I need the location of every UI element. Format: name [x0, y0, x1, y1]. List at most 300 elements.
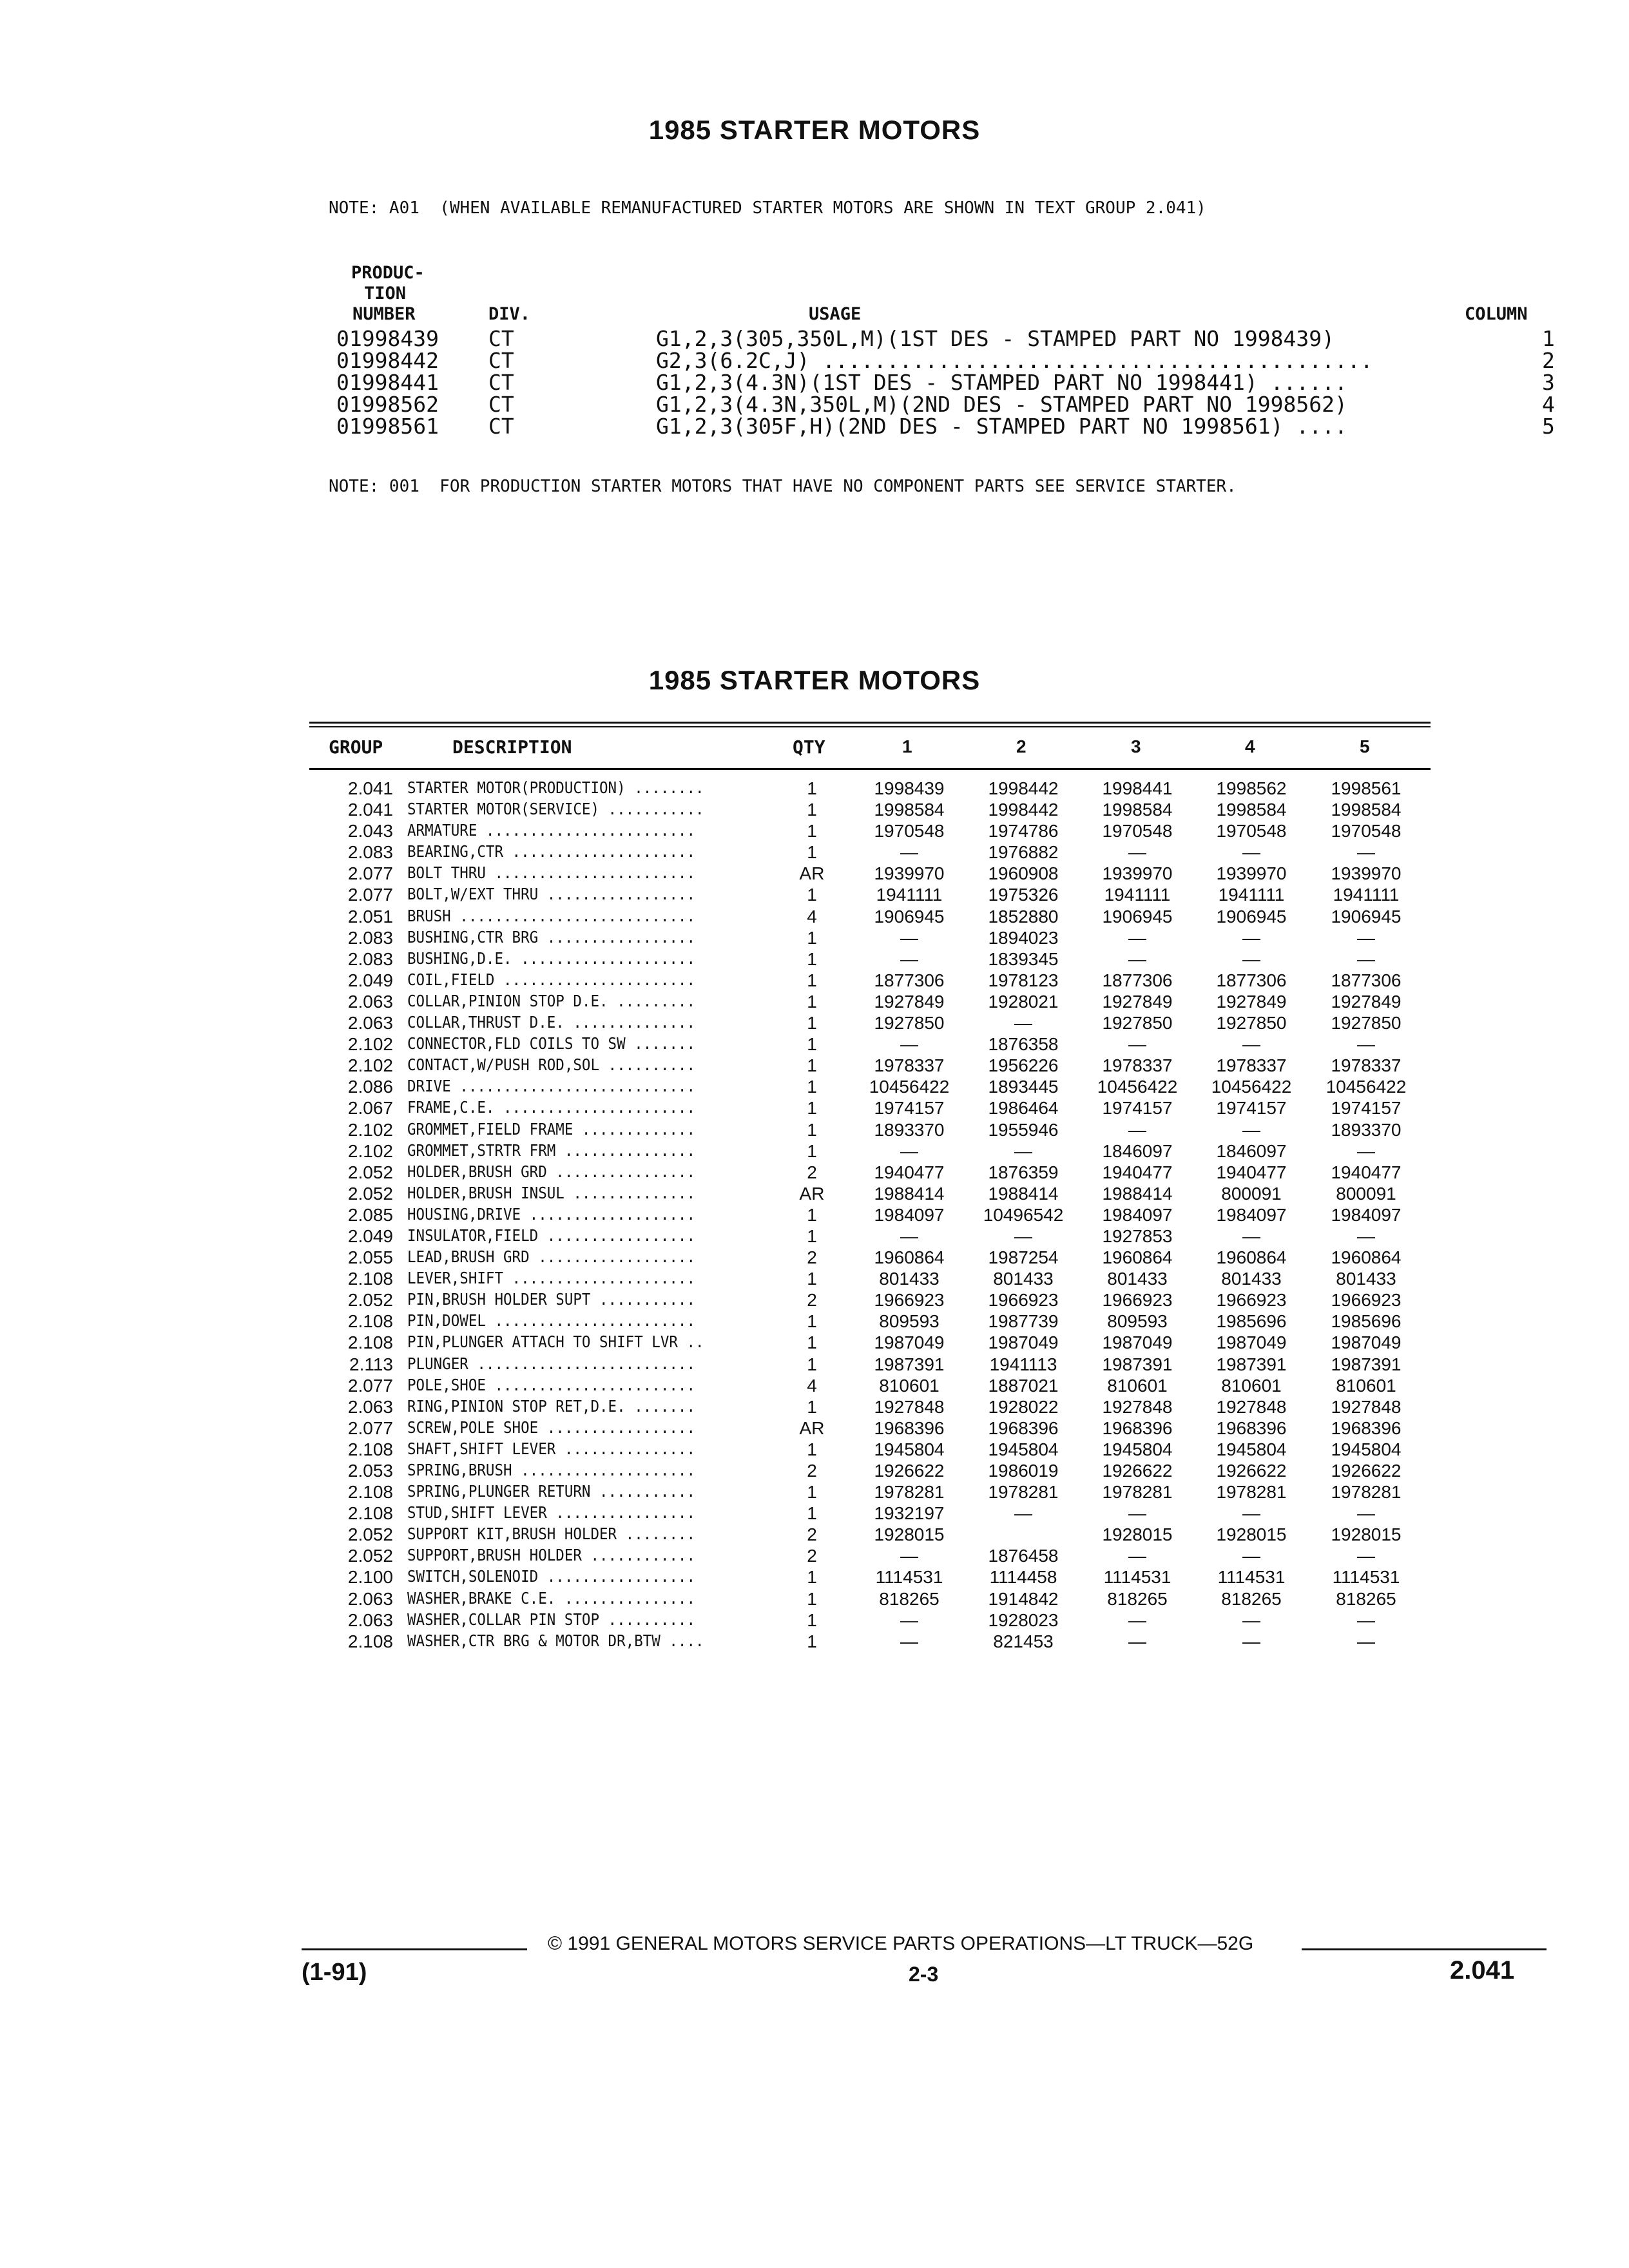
table-row — [0, 1077, 1629, 1098]
table-row — [0, 821, 1629, 842]
cell-col-1: 1927850 — [874, 1013, 945, 1033]
cell-col-1: 1978281 — [874, 1482, 945, 1503]
cell-col-4: 1927849 — [1216, 991, 1287, 1012]
production-number: 01998561 — [336, 414, 439, 439]
cell-col-5: 1945804 — [1331, 1439, 1402, 1459]
cell-col-1: 1968396 — [874, 1418, 945, 1438]
cell-col-2: 1839345 — [988, 948, 1059, 969]
table-row — [0, 1311, 1629, 1332]
cell-description: SWITCH,SOLENOID ................. — [407, 1567, 696, 1586]
cell-col-4: — — [1242, 1610, 1260, 1630]
cell-qty: 1 — [807, 1482, 817, 1503]
cell-col-4: 1928015 — [1216, 1524, 1287, 1545]
cell-qty: 1 — [807, 1077, 817, 1097]
cell-qty: AR — [799, 1418, 825, 1438]
cell-col-5: 1966923 — [1331, 1290, 1402, 1311]
cell-col-5: — — [1357, 927, 1375, 948]
cell-col-2: 1928022 — [988, 1396, 1059, 1417]
cell-col-3: — — [1128, 842, 1146, 863]
table-row — [0, 1610, 1629, 1631]
cell-col-1: 1998439 — [874, 778, 945, 798]
col-1: 1 — [902, 736, 912, 756]
cell-col-2: 1978281 — [988, 1482, 1059, 1503]
table-row — [0, 1120, 1629, 1141]
cell-col-1: — — [900, 1034, 918, 1055]
production-row — [0, 348, 1629, 373]
cell-col-3: 1927848 — [1102, 1396, 1173, 1417]
cell-col-4: 1877306 — [1216, 970, 1287, 990]
cell-col-5: 1940477 — [1331, 1162, 1402, 1182]
cell-col-4: 1927848 — [1216, 1396, 1287, 1417]
cell-col-4: 10456422 — [1211, 1077, 1292, 1097]
cell-col-3: 1940477 — [1102, 1162, 1173, 1182]
cell-col-1: 1114531 — [875, 1567, 943, 1588]
cell-col-4: 1945804 — [1216, 1439, 1287, 1459]
cell-qty: 1 — [807, 1439, 817, 1459]
cell-group: 2.102 — [347, 1140, 393, 1161]
cell-qty: 2 — [807, 1162, 817, 1182]
cell-description: PIN,PLUNGER ATTACH TO SHIFT LVR .. — [407, 1332, 704, 1352]
section-title: 1985 STARTER MOTORS — [648, 665, 981, 695]
cell-description: BEARING,CTR ..................... — [407, 842, 696, 861]
cell-group: 2.049 — [347, 970, 393, 990]
cell-col-5: 1998584 — [1331, 800, 1402, 820]
cell-col-2: 1852880 — [988, 906, 1059, 927]
cell-col-1: 1970548 — [874, 821, 945, 841]
cell-group: 2.077 — [347, 885, 393, 905]
cell-description: GROMMET,FIELD FRAME ............. — [407, 1119, 696, 1139]
cell-col-5: 801433 — [1336, 1269, 1396, 1289]
cell-group: 2.102 — [347, 1055, 393, 1076]
cell-col-3: 1966923 — [1102, 1290, 1173, 1311]
production-usage: G1,2,3(305,350L,M)(1ST DES - STAMPED PART NO 1998439) — [656, 326, 1335, 351]
table-row — [0, 1332, 1629, 1354]
cell-col-1: — — [900, 842, 918, 863]
cell-col-5: 800091 — [1336, 1183, 1396, 1204]
cell-description: LEVER,SHIFT ..................... — [407, 1269, 696, 1288]
cell-col-5: 1974157 — [1331, 1098, 1402, 1119]
cell-col-4: — — [1242, 842, 1260, 863]
cell-col-5: — — [1357, 1140, 1375, 1161]
cell-description: STARTER MOTOR(SERVICE) ........... — [407, 800, 704, 819]
cell-col-1: 1939970 — [874, 863, 945, 884]
cell-col-2: 1876458 — [988, 1546, 1059, 1566]
cell-col-1: 1927849 — [874, 991, 945, 1012]
table-row — [0, 1376, 1629, 1397]
cell-col-3: 1877306 — [1102, 970, 1173, 990]
header-usage: USAGE — [809, 304, 862, 324]
cell-description: STARTER MOTOR(PRODUCTION) ........ — [407, 778, 704, 797]
cell-col-3: — — [1128, 1503, 1146, 1524]
cell-col-1: 1988414 — [874, 1183, 945, 1204]
cell-col-2: 10496542 — [983, 1204, 1064, 1225]
cell-group: 2.063 — [347, 1013, 393, 1033]
cell-group: 2.041 — [347, 800, 393, 820]
cell-col-1: 1941111 — [876, 885, 943, 905]
cell-qty: 1 — [807, 1034, 817, 1055]
cell-col-1: — — [900, 1631, 918, 1651]
cell-col-1: — — [900, 1610, 918, 1630]
cell-qty: 2 — [807, 1290, 817, 1311]
cell-group: 2.077 — [347, 1418, 393, 1438]
cell-col-4: 1985696 — [1216, 1311, 1287, 1332]
cell-qty: 4 — [807, 906, 817, 927]
table-row — [0, 863, 1629, 885]
cell-col-4: 1926622 — [1216, 1461, 1287, 1481]
cell-qty: 1 — [807, 1503, 817, 1524]
table-row — [0, 1269, 1629, 1290]
cell-description: CONNECTOR,FLD COILS TO SW ....... — [407, 1034, 696, 1053]
header-tion: TION — [364, 284, 407, 303]
cell-description: HOLDER,BRUSH INSUL .............. — [407, 1183, 696, 1202]
cell-col-5: 810601 — [1336, 1375, 1396, 1396]
cell-group: 2.108 — [347, 1269, 393, 1289]
production-column: 5 — [1542, 414, 1555, 439]
table-row — [0, 1226, 1629, 1247]
cell-group: 2.055 — [347, 1247, 393, 1268]
cell-col-3: 1906945 — [1102, 906, 1173, 927]
cell-description: GROMMET,STRTR FRM ............... — [407, 1140, 696, 1160]
cell-col-3: — — [1128, 948, 1146, 969]
cell-qty: 1 — [807, 1013, 817, 1033]
cell-col-2: 1986019 — [988, 1461, 1059, 1481]
cell-col-4: 810601 — [1221, 1375, 1282, 1396]
cell-group: 2.083 — [347, 948, 393, 969]
cell-col-5: — — [1357, 1610, 1375, 1630]
cell-col-1: 810601 — [879, 1375, 940, 1396]
cell-qty: 1 — [807, 927, 817, 948]
cell-col-1: — — [900, 927, 918, 948]
cell-col-4: 1968396 — [1216, 1418, 1287, 1438]
cell-col-1: 1960864 — [874, 1247, 945, 1268]
cell-col-2: 1974786 — [988, 821, 1059, 841]
cell-col-1: 1906945 — [874, 906, 945, 927]
cell-col-2: 1988414 — [988, 1183, 1059, 1204]
production-row — [0, 326, 1629, 351]
cell-col-5: 1926622 — [1331, 1461, 1402, 1481]
production-usage: G1,2,3(305F,H)(2ND DES - STAMPED PART NO 1998561) .... — [656, 414, 1347, 439]
cell-col-3: 1968396 — [1102, 1418, 1173, 1438]
cell-col-5: 1893370 — [1331, 1119, 1402, 1140]
page-title: 1985 STARTER MOTORS — [648, 115, 981, 145]
cell-description: SPRING,PLUNGER RETURN ........... — [407, 1482, 696, 1501]
cell-col-5: — — [1357, 948, 1375, 969]
cell-description: BRUSH ........................... — [407, 906, 696, 925]
table-row — [0, 1354, 1629, 1376]
cell-description: RING,PINION STOP RET,D.E. ....... — [407, 1396, 696, 1416]
table-row — [0, 1098, 1629, 1119]
cell-col-2: 1876359 — [988, 1162, 1059, 1182]
cell-col-4: — — [1242, 1034, 1260, 1055]
cell-col-5: 1928015 — [1331, 1524, 1402, 1545]
table-row — [0, 1631, 1629, 1653]
cell-description: WASHER,COLLAR PIN STOP .......... — [407, 1610, 696, 1629]
cell-col-3: 1978337 — [1102, 1055, 1173, 1076]
cell-col-5: — — [1357, 1225, 1375, 1246]
cell-group: 2.052 — [347, 1183, 393, 1204]
cell-group: 2.086 — [347, 1077, 393, 1097]
cell-col-2: 1966923 — [988, 1290, 1059, 1311]
cell-col-1: — — [900, 1546, 918, 1566]
cell-col-1: 1998584 — [874, 800, 945, 820]
table-row — [0, 1162, 1629, 1184]
cell-col-1: 818265 — [879, 1588, 940, 1609]
cell-col-4: — — [1242, 927, 1260, 948]
table-header-rule — [309, 768, 1431, 770]
cell-col-3: 810601 — [1107, 1375, 1168, 1396]
cell-qty: 1 — [807, 800, 817, 820]
header-number: NUMBER — [352, 304, 416, 324]
production-number: 01998441 — [336, 370, 439, 395]
production-column: 3 — [1542, 370, 1555, 395]
cell-qty: 1 — [807, 1567, 817, 1588]
cell-description: LEAD,BRUSH GRD .................. — [407, 1247, 696, 1267]
cell-col-5: 1987391 — [1331, 1354, 1402, 1374]
cell-col-5: 1927849 — [1331, 991, 1402, 1012]
table-row — [0, 778, 1629, 800]
table-top-rule — [309, 722, 1431, 724]
table-row — [0, 885, 1629, 906]
production-number: 01998562 — [336, 392, 439, 417]
cell-description: WASHER,BRAKE C.E. ............... — [407, 1588, 696, 1608]
production-div: CT — [488, 326, 514, 351]
production-div: CT — [488, 370, 514, 395]
parts-table-header — [0, 736, 1629, 762]
cell-col-5: 1998561 — [1331, 778, 1402, 798]
cell-group: 2.108 — [347, 1332, 393, 1353]
cell-col-1: 1928015 — [874, 1524, 945, 1545]
cell-col-3: 1928015 — [1102, 1524, 1173, 1545]
cell-qty: 1 — [807, 1119, 817, 1140]
cell-description: HOLDER,BRUSH GRD ................ — [407, 1162, 696, 1181]
table-row — [0, 907, 1629, 928]
production-usage: G1,2,3(4.3N)(1ST DES - STAMPED PART NO 1998441) ...... — [656, 370, 1347, 395]
cell-qty: 1 — [807, 1269, 817, 1289]
cell-col-3: 1970548 — [1102, 821, 1173, 841]
cell-group: 2.085 — [347, 1204, 393, 1225]
cell-col-2: 1876358 — [988, 1034, 1059, 1055]
cell-description: COLLAR,PINION STOP D.E. ......... — [407, 991, 696, 1010]
cell-description: SUPPORT,BRUSH HOLDER ............ — [407, 1546, 696, 1565]
cell-col-4: 1998584 — [1216, 800, 1287, 820]
cell-col-1: 1927848 — [874, 1396, 945, 1417]
table-row — [0, 1439, 1629, 1461]
cell-col-3: 1998441 — [1102, 778, 1173, 798]
table-top-rule-2 — [309, 726, 1431, 727]
cell-col-4: 1984097 — [1216, 1204, 1287, 1225]
cell-col-4: 1940477 — [1216, 1162, 1287, 1182]
cell-description: CONTACT,W/PUSH ROD,SOL .......... — [407, 1055, 696, 1075]
cell-col-4: 1846097 — [1216, 1140, 1287, 1161]
cell-col-2: 1960908 — [988, 863, 1059, 884]
cell-col-5: 1927850 — [1331, 1013, 1402, 1033]
cell-col-4: 1114531 — [1217, 1567, 1286, 1588]
cell-col-2: — — [1014, 1140, 1032, 1161]
header-div: DIV. — [488, 304, 531, 324]
table-row — [0, 928, 1629, 949]
production-div: CT — [488, 392, 514, 417]
cell-col-1: 1932197 — [874, 1503, 945, 1524]
cell-col-2: 1887021 — [988, 1375, 1059, 1396]
cell-description: WASHER,CTR BRG & MOTOR DR,BTW .... — [407, 1631, 704, 1650]
cell-col-2: 1945804 — [988, 1439, 1059, 1459]
cell-col-3: 1926622 — [1102, 1461, 1173, 1481]
production-table — [0, 258, 1629, 438]
cell-col-3: — — [1128, 1119, 1146, 1140]
cell-group: 2.102 — [347, 1119, 393, 1140]
cell-col-2: 1976882 — [988, 842, 1059, 863]
cell-group: 2.052 — [347, 1290, 393, 1311]
cell-col-3: 1984097 — [1102, 1204, 1173, 1225]
production-number: 01998442 — [336, 348, 439, 373]
cell-col-5: 1939970 — [1331, 863, 1402, 884]
table-row — [0, 1397, 1629, 1418]
parts-table-body — [0, 778, 1629, 1653]
cell-col-1: — — [900, 1225, 918, 1246]
cell-col-4: — — [1242, 1225, 1260, 1246]
cell-qty: 2 — [807, 1247, 817, 1268]
cell-col-2: 1987254 — [988, 1247, 1059, 1268]
cell-group: 2.108 — [347, 1439, 393, 1459]
cell-qty: 1 — [807, 1225, 817, 1246]
cell-col-3: 1978281 — [1102, 1482, 1173, 1503]
cell-qty: 1 — [807, 778, 817, 798]
cell-col-2: — — [1014, 1225, 1032, 1246]
cell-col-3: 1960864 — [1102, 1247, 1173, 1268]
cell-qty: AR — [799, 863, 825, 884]
table-row — [0, 1247, 1629, 1269]
cell-col-4: 1927850 — [1216, 1013, 1287, 1033]
cell-col-3: 1998584 — [1102, 800, 1173, 820]
footer-date: (1-91) — [302, 1959, 367, 1986]
table-row — [0, 1567, 1629, 1588]
cell-col-2: 1968396 — [988, 1418, 1059, 1438]
cell-description: BUSHING,CTR BRG ................. — [407, 927, 696, 947]
cell-col-3: 1927853 — [1102, 1225, 1173, 1246]
cell-qty: 2 — [807, 1546, 817, 1566]
cell-col-3: 1927849 — [1102, 991, 1173, 1012]
production-column: 1 — [1542, 326, 1555, 351]
cell-col-1: 809593 — [879, 1311, 940, 1332]
table-row — [0, 1461, 1629, 1482]
footer-section: 2.041 — [1450, 1956, 1515, 1984]
cell-qty: 1 — [807, 885, 817, 905]
cell-col-3: — — [1128, 1610, 1146, 1630]
production-usage: G1,2,3(4.3N,350L,M)(2ND DES - STAMPED PART NO 1998562) — [656, 392, 1347, 417]
cell-group: 2.043 — [347, 821, 393, 841]
cell-col-4: — — [1242, 1546, 1260, 1566]
table-row — [0, 1546, 1629, 1567]
cell-col-3: 818265 — [1107, 1588, 1168, 1609]
cell-description: DRIVE ........................... — [407, 1077, 696, 1096]
table-row — [0, 1034, 1629, 1055]
cell-qty: 1 — [807, 1204, 817, 1225]
cell-col-4: 1987391 — [1216, 1354, 1287, 1374]
cell-group: 2.102 — [347, 1034, 393, 1055]
cell-group: 2.063 — [347, 1588, 393, 1609]
table-row — [0, 1482, 1629, 1503]
cell-col-5: 818265 — [1336, 1588, 1396, 1609]
cell-col-3: — — [1128, 1631, 1146, 1651]
cell-description: BOLT THRU ....................... — [407, 863, 696, 883]
cell-description: SPRING,BRUSH .................... — [407, 1461, 696, 1479]
cell-col-4: 1978281 — [1216, 1482, 1287, 1503]
cell-description: COIL,FIELD ...................... — [407, 970, 696, 989]
production-div: CT — [488, 348, 514, 373]
table-row — [0, 800, 1629, 821]
cell-col-4: 1998562 — [1216, 778, 1287, 798]
table-row — [0, 1503, 1629, 1524]
cell-description: FRAME,C.E. ...................... — [407, 1098, 696, 1117]
cell-qty: 1 — [807, 991, 817, 1012]
cell-col-5: — — [1357, 1546, 1375, 1566]
cell-col-4: — — [1242, 1631, 1260, 1651]
cell-col-4: 1987049 — [1216, 1332, 1287, 1353]
cell-col-5: — — [1357, 1503, 1375, 1524]
cell-qty: AR — [799, 1183, 825, 1204]
table-row — [0, 1013, 1629, 1034]
production-row — [0, 392, 1629, 417]
cell-col-1: — — [900, 1140, 918, 1161]
cell-group: 2.041 — [347, 778, 393, 798]
cell-description: SCREW,POLE SHOE ................. — [407, 1418, 696, 1437]
cell-group: 2.100 — [347, 1567, 393, 1588]
cell-group: 2.077 — [347, 863, 393, 884]
note-a01: NOTE: A01 (WHEN AVAILABLE REMANUFACTURED STARTER MOTORS ARE SHOWN IN TEXT GROUP 2.041) — [329, 198, 1206, 218]
cell-qty: 1 — [807, 1631, 817, 1651]
cell-description: COLLAR,THRUST D.E. .............. — [407, 1013, 696, 1032]
cell-col-5: 1960864 — [1331, 1247, 1402, 1268]
cell-col-1: 1893370 — [874, 1119, 945, 1140]
cell-description: POLE,SHOE ....................... — [407, 1375, 696, 1394]
cell-qty: 1 — [807, 1055, 817, 1076]
production-column: 4 — [1542, 392, 1555, 417]
cell-col-1: 1978337 — [874, 1055, 945, 1076]
cell-col-5: 1987049 — [1331, 1332, 1402, 1353]
table-row — [0, 1205, 1629, 1226]
footer-rule-right — [1302, 1948, 1547, 1950]
cell-description: BOLT,W/EXT THRU ................. — [407, 885, 696, 904]
cell-col-4: 1966923 — [1216, 1290, 1287, 1311]
cell-qty: 1 — [807, 1332, 817, 1353]
cell-qty: 1 — [807, 1588, 817, 1609]
cell-group: 2.113 — [349, 1354, 393, 1374]
cell-group: 2.049 — [347, 1225, 393, 1246]
cell-col-3: 1846097 — [1102, 1140, 1173, 1161]
cell-col-3: 1987391 — [1102, 1354, 1173, 1374]
note-001: NOTE: 001 FOR PRODUCTION STARTER MOTORS THAT HAVE NO COMPONENT PARTS SEE SERVICE STARTER. — [329, 477, 1237, 496]
cell-col-2: 1955946 — [988, 1119, 1059, 1140]
cell-col-2: 1894023 — [988, 927, 1059, 948]
production-div: CT — [488, 414, 514, 439]
cell-col-5: 1114531 — [1332, 1567, 1400, 1588]
footer-copyright: © 1991 GENERAL MOTORS SERVICE PARTS OPERATIONS—LT TRUCK—52G — [548, 1933, 1254, 1954]
cell-col-5: — — [1357, 1034, 1375, 1055]
cell-col-5: 1927848 — [1331, 1396, 1402, 1417]
table-row — [0, 1290, 1629, 1311]
cell-col-4: 1970548 — [1216, 821, 1287, 841]
cell-col-1: 1987049 — [874, 1332, 945, 1353]
production-column: 2 — [1542, 348, 1555, 373]
cell-col-1: 801433 — [879, 1269, 940, 1289]
cell-col-1: 10456422 — [869, 1077, 950, 1097]
cell-col-2: 801433 — [993, 1269, 1054, 1289]
cell-col-1: 1926622 — [874, 1461, 945, 1481]
cell-col-5: — — [1357, 842, 1375, 863]
cell-qty: 1 — [807, 1311, 817, 1332]
cell-col-4: 1941111 — [1218, 885, 1285, 905]
table-row — [0, 1055, 1629, 1077]
